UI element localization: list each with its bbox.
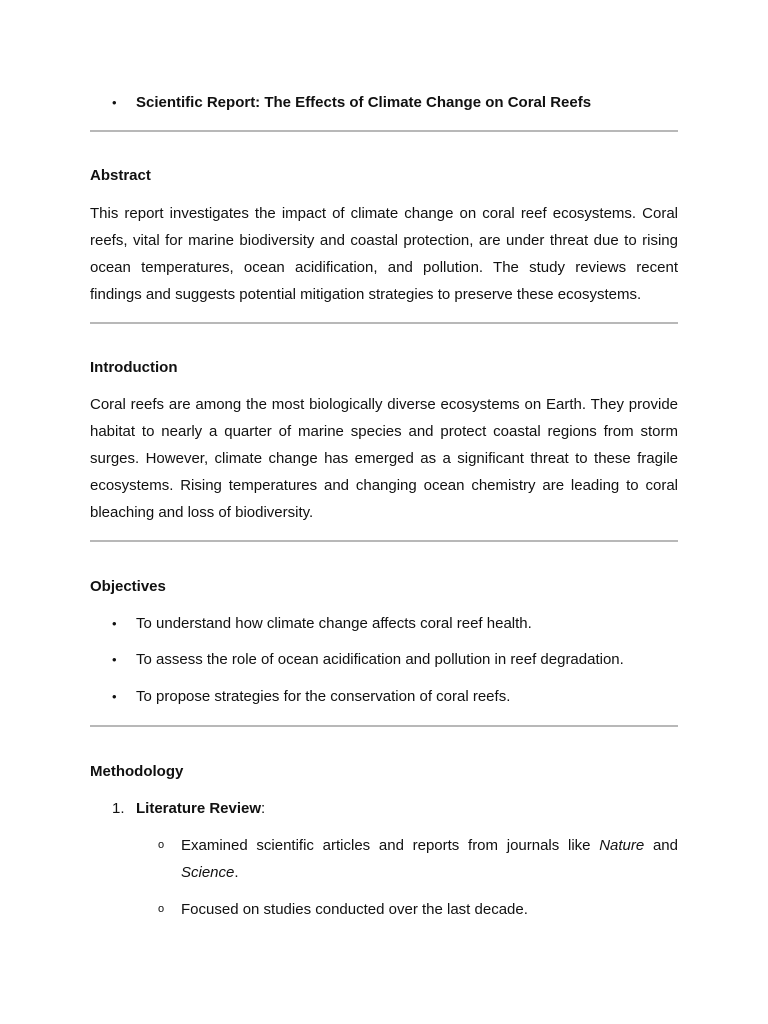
bullet-marker: • xyxy=(112,689,117,704)
report-title-row xyxy=(90,92,678,114)
text-segment: Examined scientific articles and reports from journals like xyxy=(181,837,600,854)
abstract-heading: Abstract xyxy=(90,167,151,184)
sub-item-text: Focused on studies conducted over the last decade. xyxy=(181,901,528,918)
text-segment: . xyxy=(234,864,239,881)
sub-item-text xyxy=(181,832,678,886)
step-label: Literature Review xyxy=(136,800,262,817)
sub-bullet-marker: o xyxy=(158,839,165,851)
sub-list-item xyxy=(90,896,678,923)
divider xyxy=(90,322,678,324)
report-title: Scientific Report: The Effects of Climate Change on Coral Reefs xyxy=(136,94,592,111)
objectives-heading: Objectives xyxy=(90,578,166,595)
objective-text: To understand how climate change affects coral reef health. xyxy=(136,615,532,632)
sub-bullet-marker: o xyxy=(158,903,165,915)
bullet-marker: • xyxy=(112,95,117,110)
introduction-body: Coral reefs are among the most biologically diverse ecosystems on Earth. They provide habitat to nearly a quarter of marine species and protect coastal regions from storm surges. However, climate change has emerged as a significant threat to these fragile ecosystems. Rising temperatures and changing ocean chemistry are leading to coral bleaching and loss of biodiversity. xyxy=(90,396,678,521)
list-item xyxy=(90,649,678,671)
text-segment: and xyxy=(644,837,678,854)
list-item xyxy=(90,613,678,635)
journal-name: Nature xyxy=(599,837,645,854)
divider xyxy=(90,130,678,132)
step-suffix: : xyxy=(261,800,266,817)
abstract-body: This report investigates the impact of climate change on coral reef ecosystems. Coral reefs, vital for marine biodiversity and coastal protection, are under threat due to rising ocean temperatures, ocean acidification, and pollution. The study reviews recent findings and suggests potential mitigation strategies to preserve these ecosystems. xyxy=(90,205,678,303)
introduction-heading: Introduction xyxy=(90,359,178,376)
bullet-marker: • xyxy=(112,616,117,631)
methodology-heading: Methodology xyxy=(90,763,184,780)
item-number: 1. xyxy=(112,800,125,817)
list-item xyxy=(90,686,678,708)
objective-text: To propose strategies for the conservation of coral reefs. xyxy=(136,688,511,705)
journal-name: Science xyxy=(181,864,235,881)
bullet-marker: • xyxy=(112,652,117,667)
divider xyxy=(90,725,678,727)
sub-list-item xyxy=(90,832,678,886)
objective-text: To assess the role of ocean acidification and pollution in reef degradation. xyxy=(136,651,624,668)
numbered-item-text xyxy=(136,798,265,820)
numbered-item xyxy=(90,798,678,820)
divider xyxy=(90,540,678,542)
